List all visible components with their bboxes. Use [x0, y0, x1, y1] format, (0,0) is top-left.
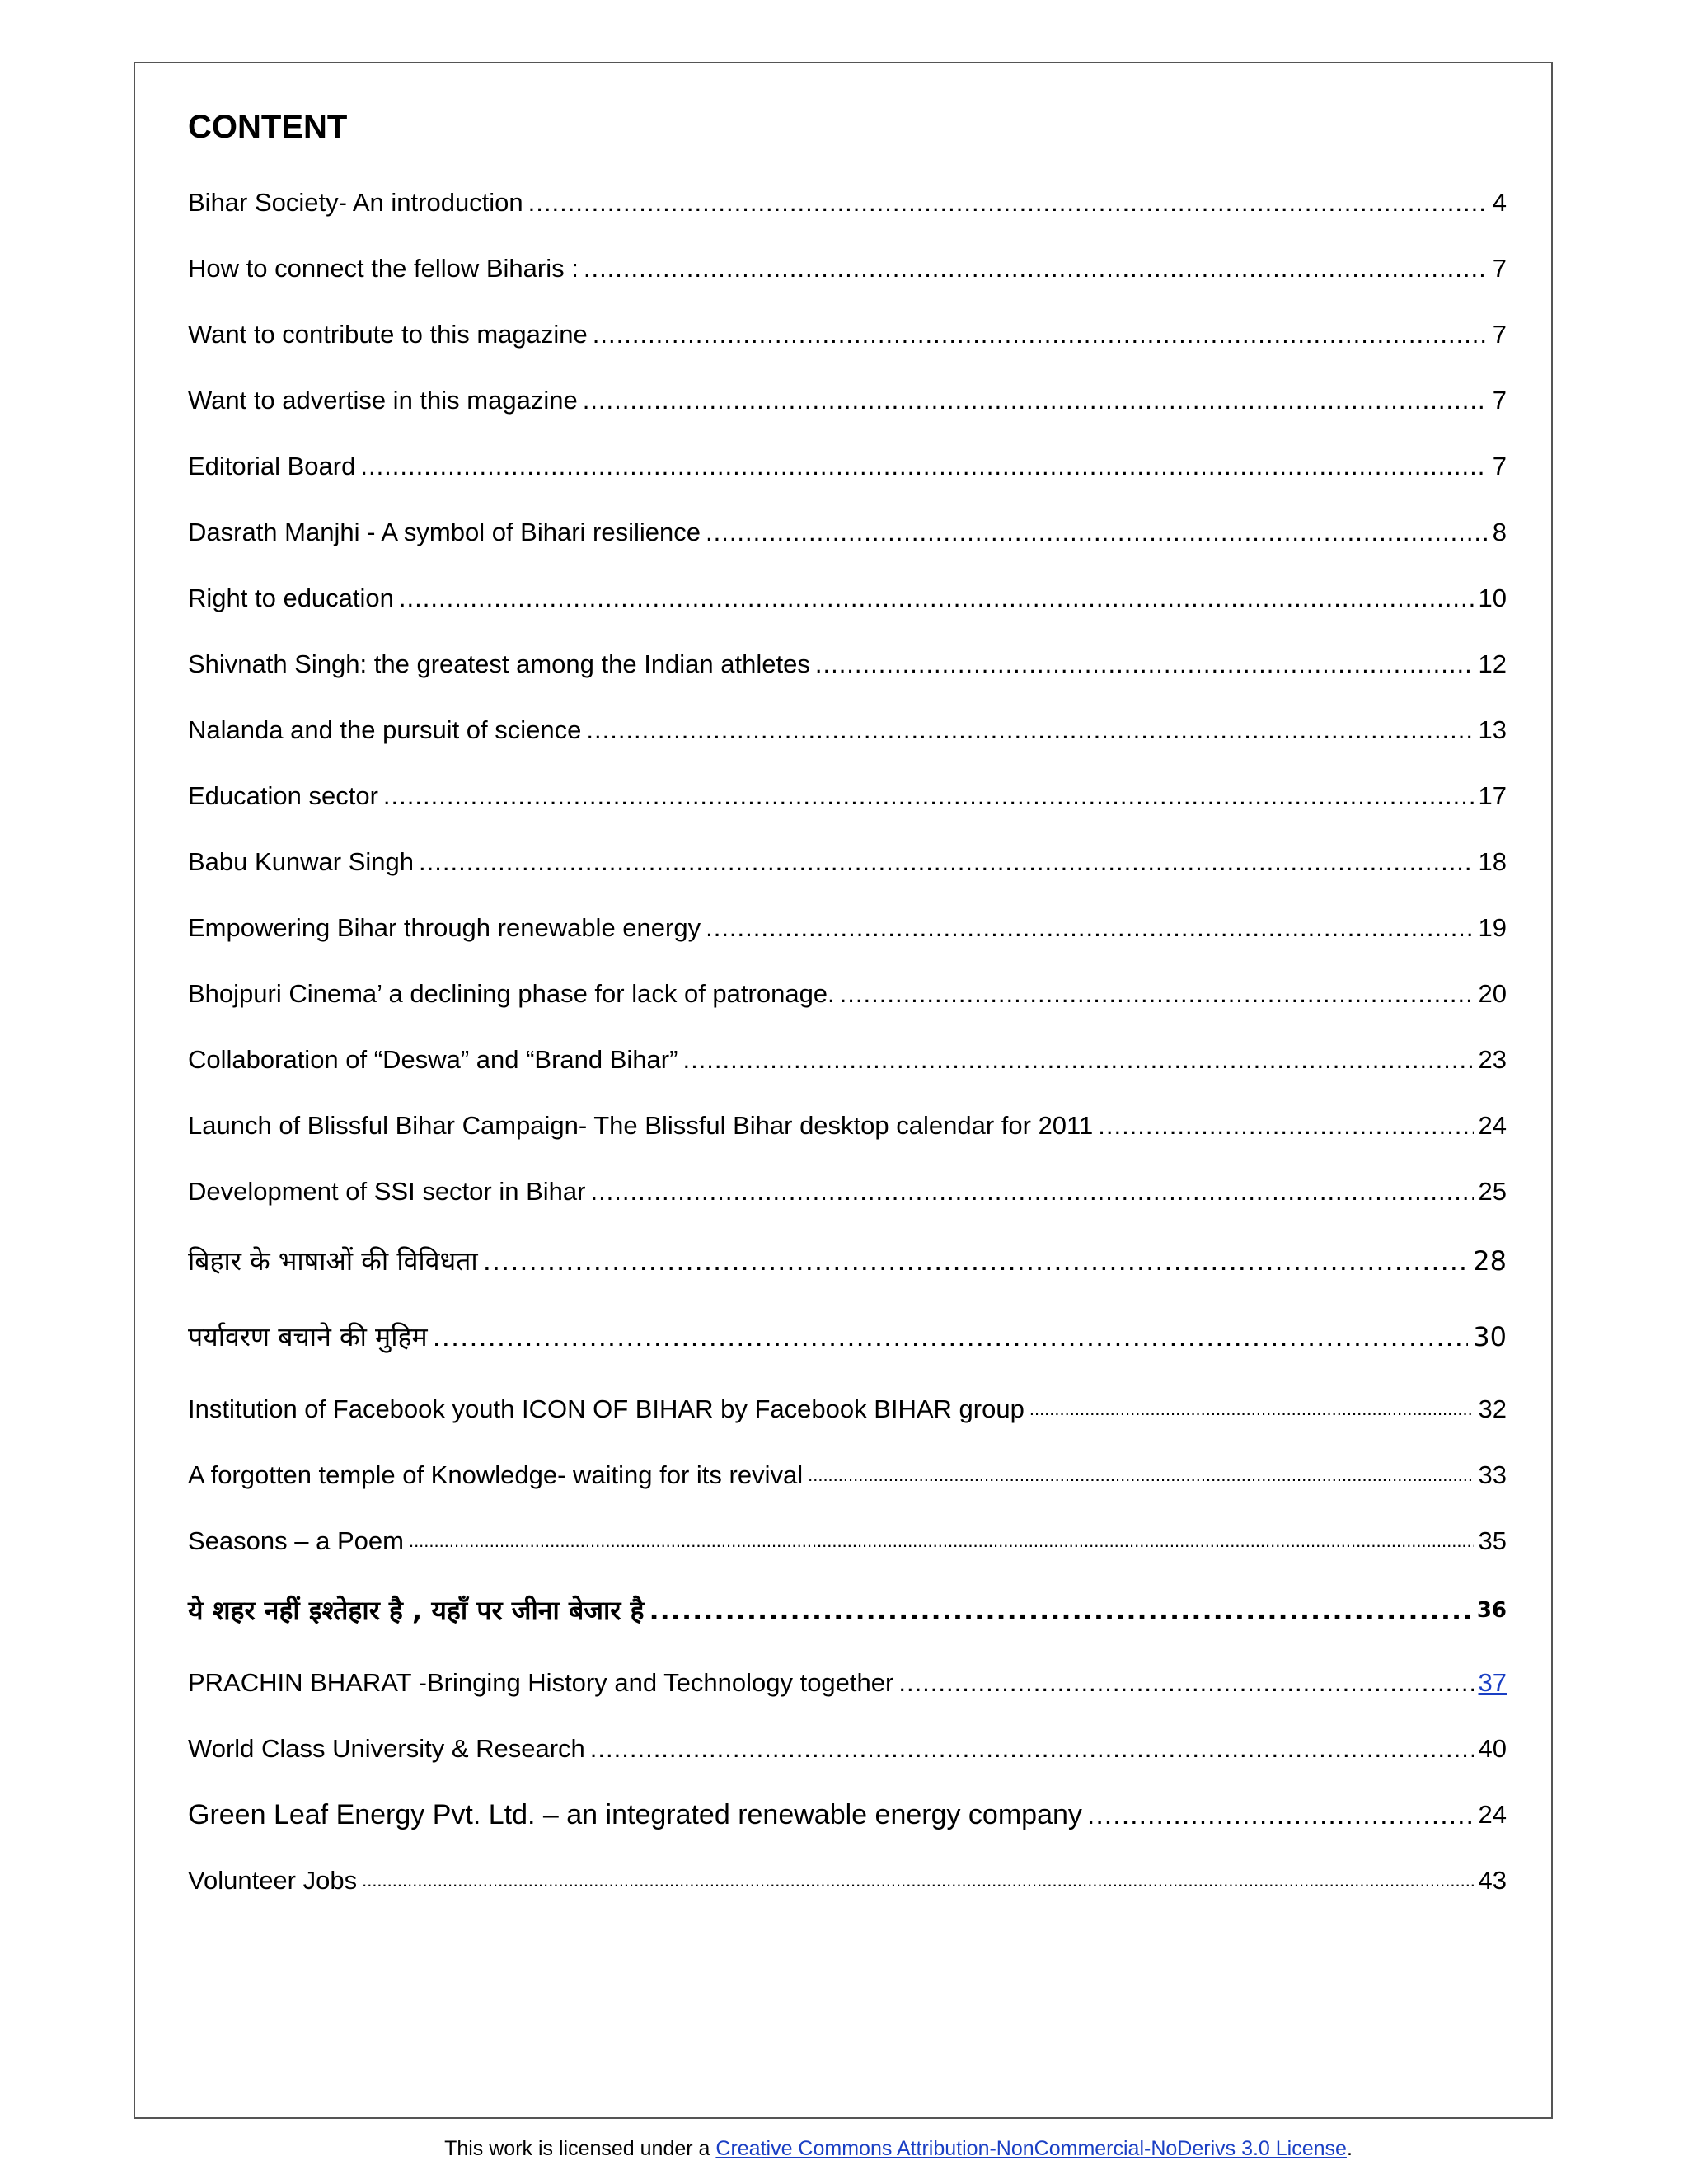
toc-entry-title: Education sector: [188, 781, 378, 810]
toc-entry[interactable]: [188, 1386, 1507, 1426]
toc-entry-page: 32: [1478, 1394, 1507, 1423]
toc-entry-page: 24: [1478, 1800, 1507, 1829]
toc-entry-page-link[interactable]: 37: [1478, 1668, 1507, 1697]
toc-entry-title: Right to education: [188, 583, 394, 612]
toc-entry[interactable]: [188, 1452, 1507, 1492]
toc-entry[interactable]: [188, 1103, 1507, 1142]
toc-entry-title: Babu Kunwar Singh: [188, 847, 415, 876]
toc-entry-title: Seasons – a Poem: [188, 1526, 404, 1555]
toc-leader-dots: [1098, 1109, 1473, 1142]
toc-entry-page: 7: [1492, 254, 1507, 283]
toc-entry[interactable]: [188, 575, 1507, 615]
toc-leader-dots: [528, 186, 1488, 219]
toc-entry-title: Institution of Facebook youth ICON OF BIHAR by Facebook BIHAR group: [188, 1394, 1025, 1423]
toc-entry[interactable]: [188, 1314, 1507, 1353]
toc-entry-title: Shivnath Singh: the greatest among the Indian athletes: [188, 649, 810, 678]
toc-entry-page: 12: [1478, 649, 1507, 678]
toc-entry-title: Green Leaf Energy Pvt. Ltd. – an integrated renewable energy company: [188, 1799, 1082, 1830]
toc-entry-page: 19: [1478, 913, 1507, 942]
toc-entry-title: Editorial Board: [188, 452, 356, 480]
toc-entry-page: 28: [1473, 1245, 1507, 1277]
toc-entry-page: 4: [1492, 188, 1507, 217]
toc-entry[interactable]: [188, 312, 1507, 351]
toc-leader-dots: [840, 977, 1474, 1010]
toc-leader-dots: [586, 714, 1473, 747]
toc-entry[interactable]: [188, 1238, 1507, 1277]
toc-entry-page: 7: [1492, 452, 1507, 480]
toc-entry[interactable]: [188, 246, 1507, 285]
license-link[interactable]: Creative Commons Attribution-NonCommercial-NoDerivs 3.0 License: [715, 2137, 1347, 2160]
toc-entry-page: 7: [1492, 320, 1507, 349]
toc-entry-title: Bihar Society- An introduction: [188, 188, 523, 217]
toc-leader-dots: [593, 318, 1488, 351]
toc-entry[interactable]: [188, 905, 1507, 944]
toc-entry[interactable]: [188, 509, 1507, 549]
toc-entry[interactable]: [188, 443, 1507, 483]
toc-leader-dots: [483, 1244, 1469, 1277]
toc-leader-dots: [1087, 1798, 1474, 1831]
toc-entry-title: Development of SSI sector in Bihar: [188, 1177, 586, 1206]
toc-entry-page: 33: [1478, 1460, 1507, 1489]
toc-entry-title: World Class University & Research: [188, 1734, 585, 1763]
toc-entry-page: 25: [1478, 1177, 1507, 1206]
toc-entry-title: How to connect the fellow Biharis :: [188, 254, 579, 283]
toc-entry-title: बिहार के भाषाओं की विविधता: [188, 1245, 478, 1277]
toc-leader-dots: [399, 582, 1474, 615]
toc-leader-dots: [409, 1525, 1474, 1558]
toc-entry-page: 13: [1478, 715, 1507, 744]
toc-leader-dots: [1029, 1393, 1474, 1426]
license-footer: [0, 2135, 1688, 2163]
toc-leader-dots: [419, 846, 1473, 879]
toc-entry[interactable]: [188, 1169, 1507, 1208]
toc-entry-page: 24: [1478, 1111, 1507, 1140]
toc-entry-title: A forgotten temple of Knowledge- waiting for its revival: [188, 1460, 804, 1489]
toc-leader-dots: [808, 1459, 1473, 1492]
toc-leader-dots: [383, 780, 1474, 813]
toc-entry[interactable]: [188, 773, 1507, 813]
toc-entry[interactable]: [188, 1792, 1507, 1831]
toc-leader-dots: [583, 384, 1488, 417]
toc-entry[interactable]: [188, 641, 1507, 681]
toc-entry[interactable]: [188, 707, 1507, 747]
toc-entry-page: 20: [1478, 979, 1507, 1008]
toc-entry-page: 10: [1478, 583, 1507, 612]
toc-entry-title: पर्यावरण बचाने की मुहिम: [188, 1321, 428, 1352]
license-prefix: This work is licensed under a: [444, 2137, 716, 2160]
toc-leader-dots: [590, 1175, 1473, 1208]
toc-entry-title: Empowering Bihar through renewable energy: [188, 913, 701, 942]
toc-entry-title: Volunteer Jobs: [188, 1866, 358, 1895]
toc-leader-dots: [649, 1594, 1471, 1627]
toc-entry-title: Bhojpuri Cinema’ a declining phase for lack of patronage.: [188, 979, 835, 1008]
toc-entry-page: 23: [1478, 1045, 1507, 1074]
toc-entry-title: PRACHIN BHARAT -Bringing History and Technology together: [188, 1668, 894, 1697]
toc-leader-dots: [362, 1864, 1473, 1897]
toc-entry[interactable]: [188, 1587, 1507, 1627]
toc-entry[interactable]: [188, 839, 1507, 879]
toc-entry-title: Dasrath Manjhi - A symbol of Bihari resilience: [188, 518, 701, 546]
toc-entry-title: Nalanda and the pursuit of science: [188, 715, 582, 744]
toc-entry-title: Collaboration of “Deswa” and “Brand Bihar”: [188, 1045, 678, 1074]
toc-leader-dots: [590, 1732, 1474, 1765]
toc-entry-page: 43: [1478, 1866, 1507, 1895]
toc-entry-page: 18: [1478, 847, 1507, 876]
toc-entry[interactable]: [188, 1518, 1507, 1558]
toc-entry-page: 35: [1478, 1526, 1507, 1555]
license-suffix: .: [1346, 2137, 1353, 2160]
page-title: CONTENT: [188, 109, 348, 145]
toc-leader-dots: [360, 450, 1487, 483]
toc-leader-dots: [706, 912, 1473, 944]
toc-entry[interactable]: [188, 1660, 1507, 1699]
toc-entry-page: 30: [1473, 1321, 1507, 1352]
toc-entry-title: Want to contribute to this magazine: [188, 320, 588, 349]
toc-entry-title: Launch of Blissful Bihar Campaign- The Blissful Bihar desktop calendar for 2011: [188, 1111, 1094, 1140]
toc-entry-title: Want to advertise in this magazine: [188, 386, 578, 415]
toc-leader-dots: [898, 1666, 1473, 1699]
toc-leader-dots: [706, 516, 1488, 549]
toc-entry[interactable]: [188, 180, 1507, 219]
toc-entry[interactable]: [188, 1858, 1507, 1897]
toc-entry-page: 17: [1478, 781, 1507, 810]
toc-leader-dots: [682, 1043, 1473, 1076]
toc-entry[interactable]: [188, 1726, 1507, 1765]
toc-leader-dots: [584, 252, 1488, 285]
toc-entry-title: ये शहर नहीं इश्तेहार है , यहाँ पर जीना बेजार है: [188, 1595, 645, 1626]
toc-entry-page: 7: [1492, 386, 1507, 415]
toc-entry[interactable]: [188, 377, 1507, 417]
toc-entry[interactable]: [188, 1037, 1507, 1076]
toc-entry[interactable]: [188, 971, 1507, 1010]
toc-entry-page: 36: [1476, 1598, 1507, 1623]
toc-leader-dots: [815, 648, 1474, 681]
toc-leader-dots: [433, 1320, 1469, 1353]
toc-entry-page: 8: [1492, 518, 1507, 546]
toc-entry-page: 40: [1478, 1734, 1507, 1763]
